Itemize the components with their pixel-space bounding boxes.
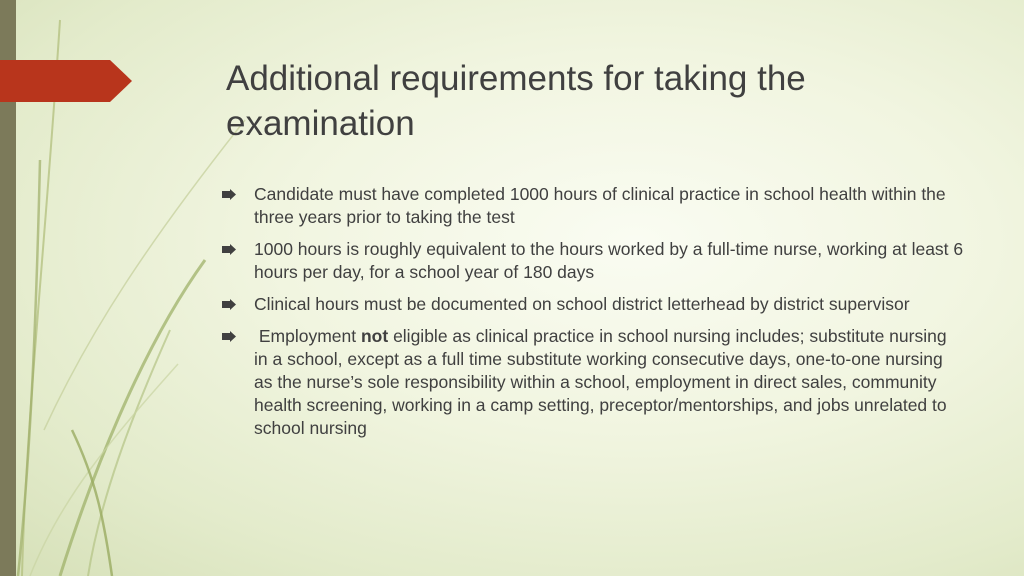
list-item (222, 325, 964, 440)
bullet-text: 1000 hours is roughly equivalent to the hours worked by a full-time nurse, working at least 6 hours per day, for a school year of 180 days (254, 239, 964, 282)
arrow-bullet-icon (222, 244, 236, 255)
bullet-text: Candidate must have completed 1000 hours of clinical practice in school health within the three years prior to taking the test (254, 184, 946, 227)
bullet-text (254, 326, 947, 438)
list-item (222, 183, 964, 229)
list-item (222, 238, 964, 284)
bullet-lead-text: Employment (254, 326, 361, 346)
bullet-rest-text: eligible as clinical practice in school nursing includes; substitute nursing in a school, except as a full time substitute working consecutive days, one-to-one nursing as the nurse’s sole responsibility within a school, employment in direct sales, community health screening, working in a camp setting, preceptor/mentorships, and jobs unrelated to school nursing (254, 326, 947, 438)
title-marker-tab (0, 0, 134, 576)
bullet-list (222, 183, 964, 449)
bullet-emphasis-text: not (360, 326, 389, 346)
slide-title: Additional requirements for taking the examination (226, 59, 806, 143)
arrow-bullet-icon (222, 331, 236, 342)
arrow-bullet-icon (222, 299, 236, 310)
arrow-bullet-icon (222, 189, 236, 200)
list-item (222, 293, 964, 316)
bullet-text: Clinical hours must be documented on school district letterhead by district supervisor (254, 294, 910, 314)
